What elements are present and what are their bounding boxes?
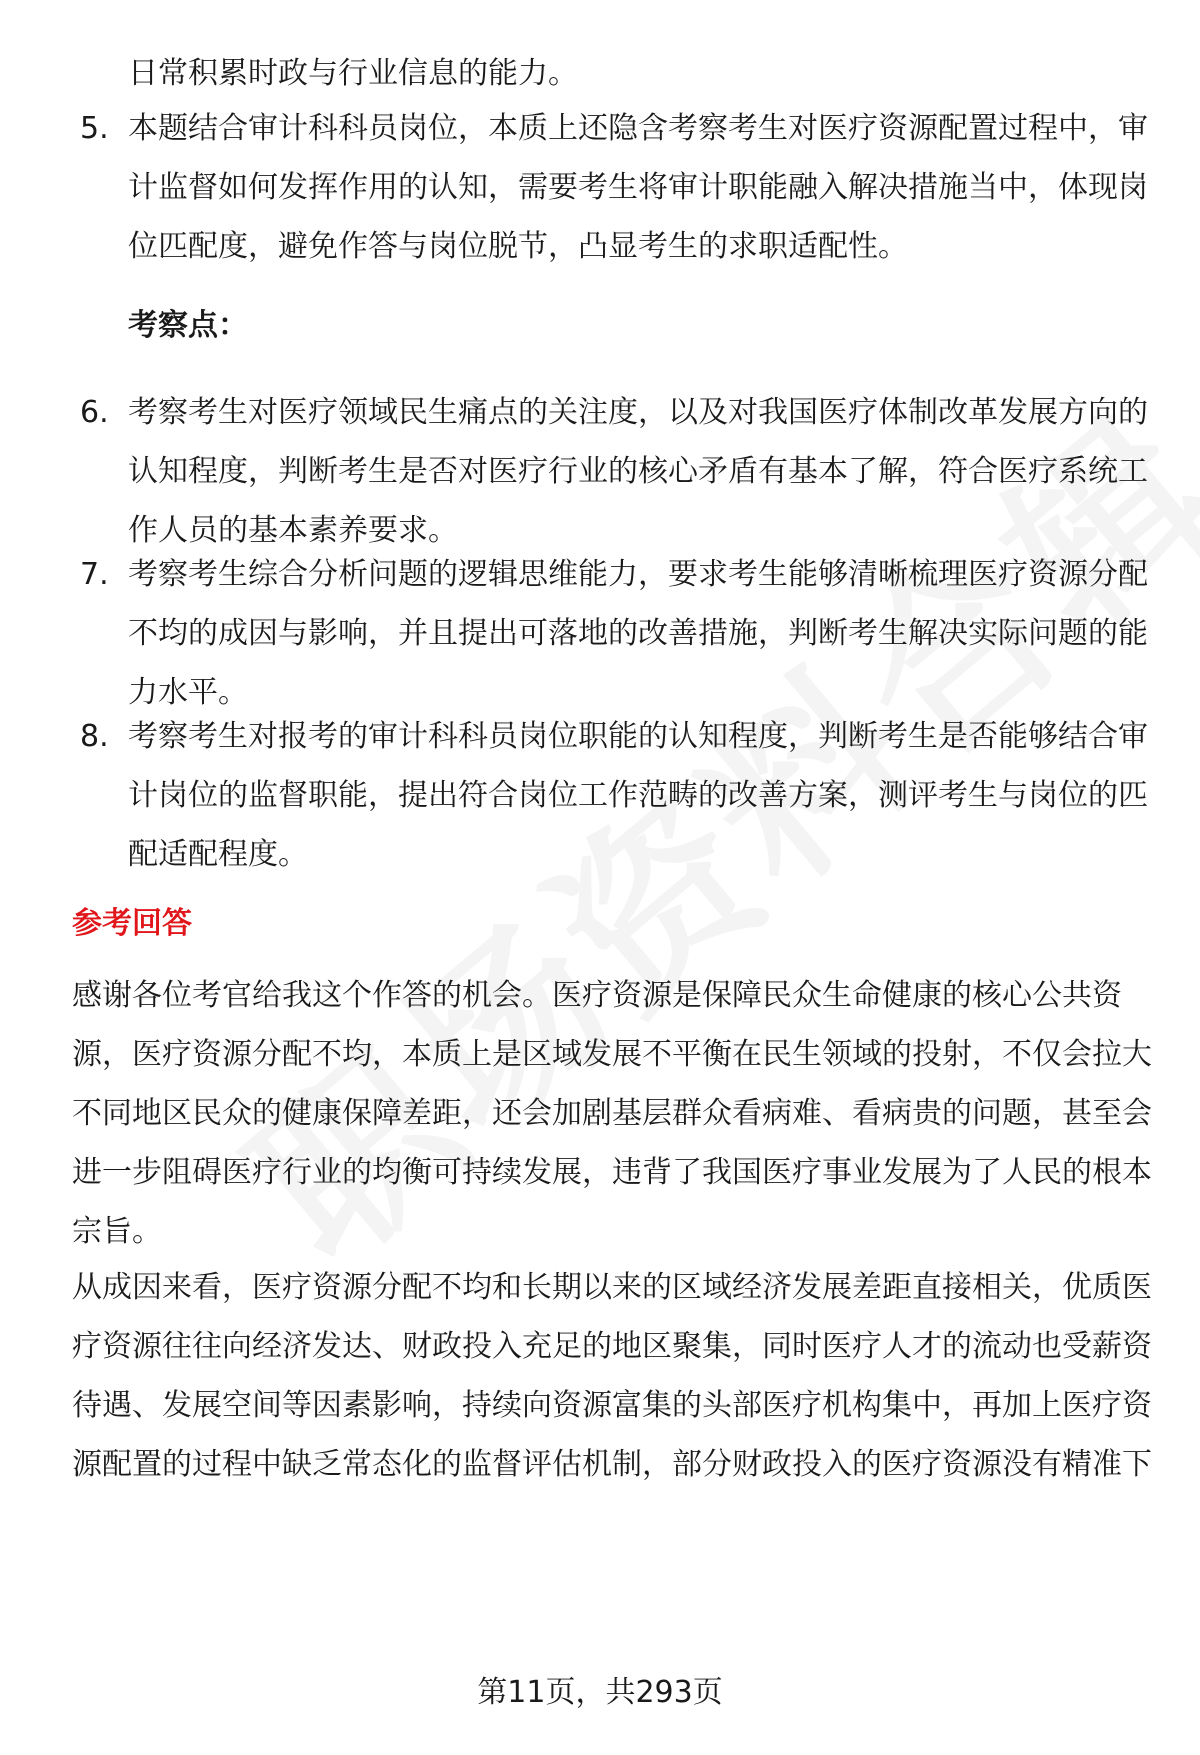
answer-heading: 参考回答 bbox=[72, 906, 192, 941]
page-number: 第11页，共293页 bbox=[477, 1675, 723, 1710]
list-item-text: 考察考生对报考的审计科科员岗位职能的认知程度，判断考生是否能够结合审计岗位的监督职能，提出符合岗位工作范畴的改善方案，测评考生与岗位的匹配适配程度。 bbox=[128, 719, 1148, 872]
list-item-number: 6. bbox=[80, 395, 109, 430]
list-item-text: 考察考生对医疗领域民生痛点的关注度，以及对我国医疗体制改革发展方向的认知程度，判断考生是否对医疗行业的核心矛盾有基本了解，符合医疗系统工作人员的基本素养要求。 bbox=[128, 395, 1148, 548]
list-item-number: 5. bbox=[80, 111, 109, 146]
continuation-text: 日常积累时政与行业信息的能力。 bbox=[128, 56, 578, 91]
points-heading: 考察点： bbox=[128, 308, 248, 343]
list-item-text: 考察考生综合分析问题的逻辑思维能力，要求考生能够清晰梳理医疗资源分配不均的成因与影响，并且提出可落地的改善措施，判断考生解决实际问题的能力水平。 bbox=[128, 557, 1148, 710]
answer-paragraph: 感谢各位考官给我这个作答的机会。医疗资源是保障民众生命健康的核心公共资源，医疗资源分配不均，本质上是区域发展不平衡在民生领域的投射，不仅会拉大不同地区民众的健康保障差距，还会加剧基层群众看病难、看病贵的问题，甚至会进一步阻碍医疗行业的均衡可持续发展，违背了我国医疗事业发展为了人民的根本宗旨。 bbox=[72, 978, 1152, 1249]
list-item-number: 8. bbox=[80, 719, 109, 754]
list-item-text: 本题结合审计科科员岗位，本质上还隐含考察考生对医疗资源配置过程中，审计监督如何发挥作用的认知，需要考生将审计职能融入解决措施当中，体现岗位匹配度，避免作答与岗位脱节，凸显考生的求职适配性。 bbox=[128, 111, 1148, 264]
answer-paragraph: 从成因来看，医疗资源分配不均和长期以来的区域经济发展差距直接相关，优质医疗资源往往向经济发达、财政投入充足的地区聚集，同时医疗人才的流动也受薪资待遇、发展空间等因素影响，持续向资源富集的头部医疗机构集中，再加上医疗资源配置的过程中缺乏常态化的监督评估机制，部分财政投入的医疗资源没有精准下 bbox=[72, 1270, 1152, 1482]
list-item-number: 7. bbox=[80, 557, 109, 592]
